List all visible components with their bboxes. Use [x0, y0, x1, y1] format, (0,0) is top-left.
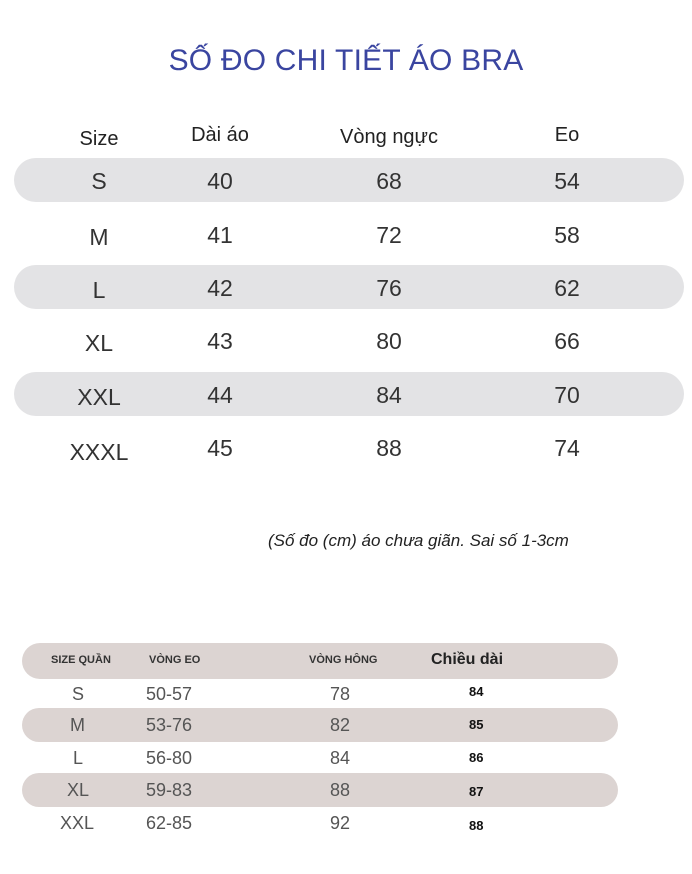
bra-size-cell: M	[89, 224, 109, 250]
pants-table-row	[22, 806, 618, 840]
bra-bust-cell: 68	[376, 168, 402, 194]
bra-length-cell: 40	[207, 168, 233, 194]
bra-waist-cell: 58	[554, 222, 580, 248]
bra-table-header	[0, 124, 692, 154]
bra-bust-cell: 80	[376, 328, 402, 354]
bra-table-row	[14, 425, 684, 469]
pants-header-hip: VÒNG HÔNG	[309, 654, 378, 666]
bra-header-length: Dài áo	[191, 124, 249, 146]
pants-table-row	[22, 708, 618, 742]
page-title: SỐ ĐO CHI TIẾT ÁO BRA	[168, 44, 524, 77]
pants-size-cell: L	[73, 748, 84, 768]
bra-bust-cell: 84	[376, 382, 402, 408]
pants-length-cell: 86	[469, 750, 484, 765]
bra-length-cell: 41	[207, 222, 233, 248]
bra-table-row	[14, 212, 684, 256]
pants-length-cell: 87	[469, 784, 484, 799]
bra-header-size: Size	[79, 128, 119, 150]
pants-waist-cell: 50-57	[146, 684, 193, 704]
pants-header-length: Chiều dài	[431, 651, 504, 668]
pants-size-cell: XXL	[60, 813, 95, 833]
pants-table-header	[22, 643, 618, 679]
bra-length-cell: 45	[207, 435, 233, 461]
bra-size-cell: XXXL	[69, 439, 129, 465]
pants-hip-cell: 92	[330, 813, 351, 833]
pants-length-cell: 84	[469, 684, 484, 699]
bra-waist-cell: 74	[554, 435, 580, 461]
bra-length-cell: 44	[207, 382, 233, 408]
pants-hip-cell: 84	[330, 748, 351, 768]
bra-length-cell: 43	[207, 328, 233, 354]
measurement-note: (Số đo (cm) áo chưa giãn. Sai số 1-3cm	[268, 531, 569, 550]
pants-size-cell: S	[72, 684, 85, 704]
bra-size-cell: L	[92, 277, 106, 303]
pants-header-size: SIZE QUẦN	[51, 654, 111, 666]
bra-table-row	[14, 158, 684, 202]
bra-bust-cell: 76	[376, 275, 402, 301]
bra-header-waist: Eo	[554, 124, 580, 146]
pants-waist-cell: 56-80	[146, 748, 193, 768]
bra-table-row	[14, 318, 684, 362]
bra-bust-cell: 72	[376, 222, 402, 248]
pants-header-waist: VÒNG EO	[149, 654, 201, 666]
bra-waist-cell: 70	[554, 382, 580, 408]
pants-size-cell: M	[70, 715, 85, 735]
pants-hip-cell: 88	[330, 780, 351, 800]
bra-size-cell: XXL	[77, 384, 121, 410]
bra-size-cell: XL	[84, 330, 114, 356]
pants-waist-cell: 62-85	[146, 813, 193, 833]
pants-table-row	[22, 741, 618, 775]
bra-waist-cell: 62	[554, 275, 580, 301]
bra-size-cell: S	[91, 168, 107, 194]
bra-waist-cell: 66	[554, 328, 580, 354]
bra-table-row	[14, 265, 684, 309]
pants-size-cell: XL	[67, 780, 90, 800]
pants-waist-cell: 59-83	[146, 780, 193, 800]
pants-table-row	[22, 677, 618, 711]
pants-hip-cell: 82	[330, 715, 351, 735]
pants-hip-cell: 78	[330, 684, 351, 704]
bra-header-bust: Vòng ngực	[340, 126, 438, 148]
bra-length-cell: 42	[207, 275, 233, 301]
pants-waist-cell: 53-76	[146, 715, 193, 735]
pants-length-cell: 88	[469, 818, 484, 833]
pants-length-cell: 85	[469, 717, 484, 732]
pants-table-row	[22, 773, 618, 807]
bra-bust-cell: 88	[376, 435, 402, 461]
bra-waist-cell: 54	[554, 168, 580, 194]
bra-table-row	[14, 372, 684, 416]
